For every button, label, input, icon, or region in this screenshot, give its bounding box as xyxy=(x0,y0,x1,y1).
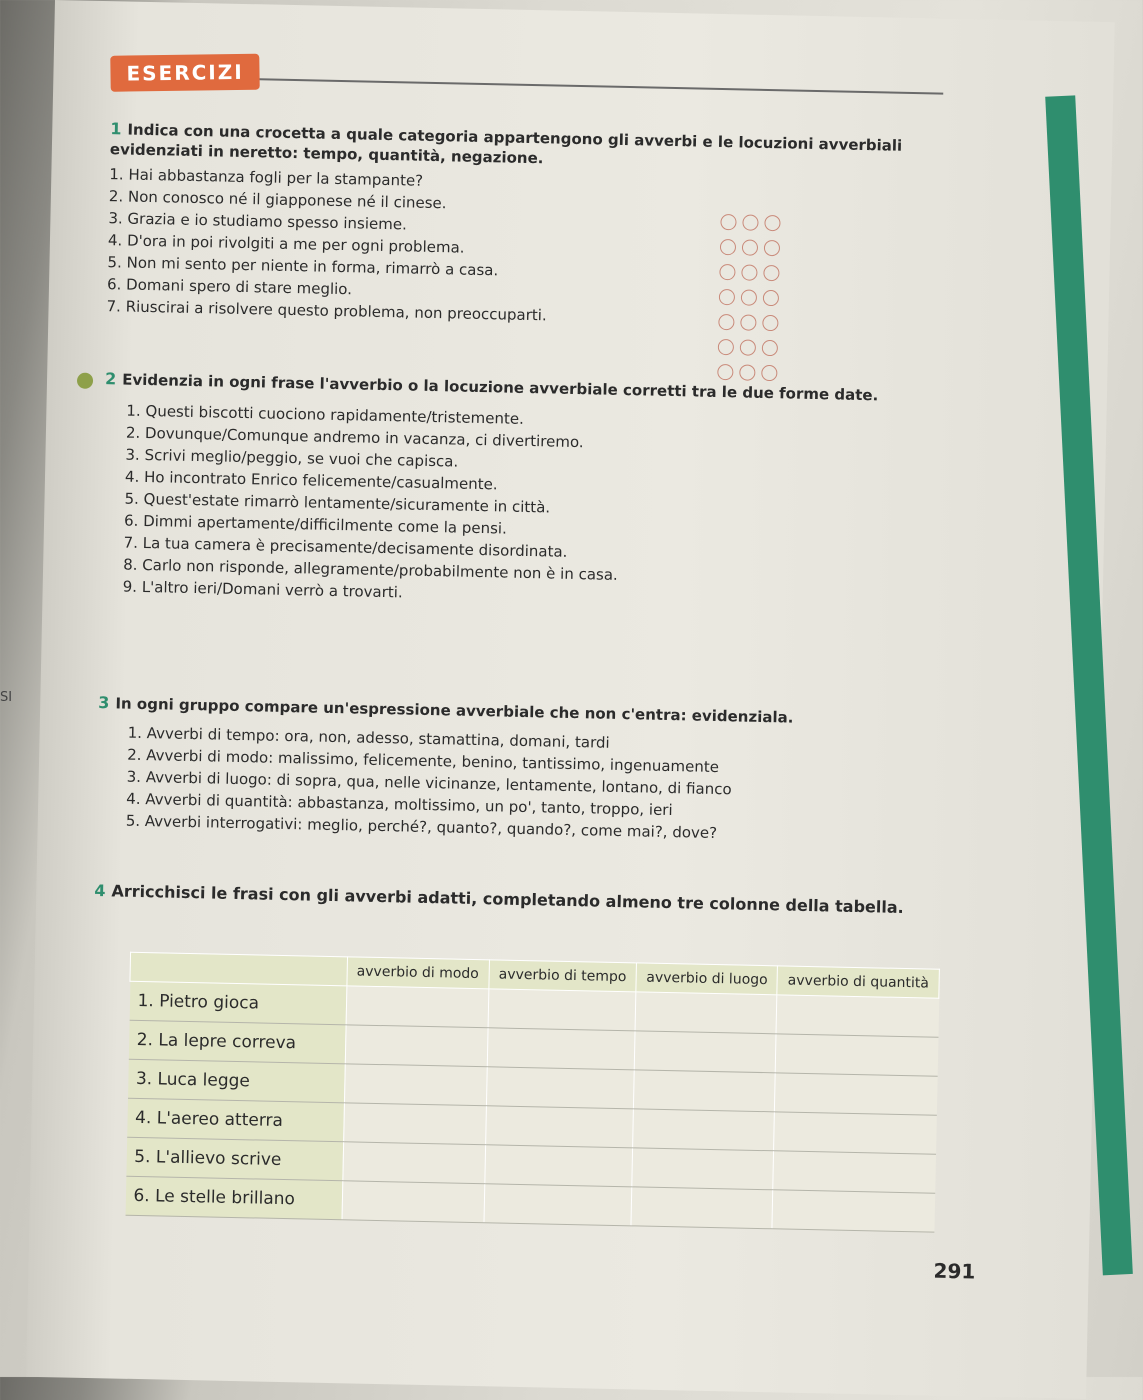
exercise-1 xyxy=(106,119,930,334)
exercise-item: 2. Non conosco né il giapponese né il cinese. xyxy=(108,187,447,213)
section-tag: ESERCIZI xyxy=(110,54,260,92)
exercise-item: 4. Avverbi di quantità: abbastanza, moltissimo, un po', tanto, troppo, ieri xyxy=(126,789,673,820)
answer-blank[interactable] xyxy=(342,1181,485,1223)
column-header: avverbio di luogo xyxy=(636,963,778,995)
column-header: avverbio di tempo xyxy=(488,960,636,992)
exercise-item: 2. Dovunque/Comunque andremo in vacanza, ci divertiremo. xyxy=(125,423,584,452)
level-dot-icon xyxy=(77,373,93,389)
adverb-table xyxy=(125,952,940,1233)
answer-blank[interactable] xyxy=(632,1148,774,1190)
answer-blank[interactable] xyxy=(486,1067,635,1109)
row-sentence: 2. La lepre correva xyxy=(128,1020,345,1064)
margin-note: SI xyxy=(0,690,13,705)
page-edge-stripe xyxy=(1045,95,1133,1275)
exercise-item: 9. L'altro ieri/Domani verrò a trovarti. xyxy=(122,577,403,602)
exercise-2 xyxy=(101,369,926,614)
exercise-3-list xyxy=(126,722,918,849)
answer-blank[interactable] xyxy=(635,992,777,1034)
answer-blank[interactable] xyxy=(635,1031,777,1073)
exercise-item: 4. D'ora in poi rivolgiti a me per ogni problema. xyxy=(107,231,465,257)
exercise-item: 5. Quest'estate rimarrò lentamente/sicuramente in città. xyxy=(124,489,551,517)
answer-blank[interactable] xyxy=(487,1028,636,1070)
answer-blank[interactable] xyxy=(775,1073,937,1115)
answer-blank[interactable] xyxy=(633,1109,775,1151)
page-number: 291 xyxy=(933,1258,976,1284)
row-sentence: 4. L'aereo atterra xyxy=(127,1098,344,1142)
row-sentence: 1. Pietro gioca xyxy=(129,981,346,1025)
answer-blank[interactable] xyxy=(772,1190,934,1232)
exercise-3 xyxy=(96,693,919,848)
exercise-3-title: 3 In ogni gruppo compare un'espressione avverbiale che non c'entra: evidenziala. xyxy=(98,693,794,727)
exercise-item: 1. Avverbi di tempo: ora, non, adesso, stamattina, domani, tardi xyxy=(127,723,610,752)
exercise-item: 3. Scrivi meglio/peggio, se vuoi che capisca. xyxy=(125,445,459,471)
exercise-4 xyxy=(94,881,914,918)
answer-blank[interactable] xyxy=(484,1184,633,1226)
exercise-item: 2. Avverbi di modo: malissimo, felicemente, benino, tantissimo, ingenuamente xyxy=(127,745,720,777)
exercise-item: 3. Grazia e io studiamo spesso insieme. xyxy=(108,209,408,234)
answer-blank[interactable] xyxy=(485,1106,634,1148)
answer-blank[interactable] xyxy=(776,995,938,1037)
answer-circles xyxy=(717,214,781,390)
table-body xyxy=(125,981,939,1232)
row-sentence: 5. L'allievo scrive xyxy=(126,1137,343,1181)
answer-blank[interactable] xyxy=(342,1142,485,1184)
exercise-1-list xyxy=(106,163,709,330)
answer-blank[interactable] xyxy=(345,1025,488,1067)
answer-blank[interactable] xyxy=(343,1103,486,1145)
row-sentence: 6. Le stelle brillano xyxy=(125,1176,342,1220)
exercise-number: 1 xyxy=(110,119,122,139)
answer-blank[interactable] xyxy=(488,989,637,1031)
answer-blank[interactable] xyxy=(634,1070,776,1112)
exercise-item: 8. Carlo non risponde, allegramente/probabilmente non è in casa. xyxy=(123,555,618,584)
exercise-4-title: 4 Arricchisci le frasi con gli avverbi adatti, completando almeno tre colonne della tabella. xyxy=(94,881,904,917)
exercise-item: 5. Avverbi interrogativi: meglio, perché?, quanto?, quando?, come mai?, dove? xyxy=(125,811,718,843)
column-header: avverbio di modo xyxy=(346,957,489,989)
answer-blank[interactable] xyxy=(346,986,489,1028)
column-header: avverbio di quantità xyxy=(777,966,939,998)
textbook-page xyxy=(26,0,1115,1399)
answer-blank[interactable] xyxy=(484,1145,633,1187)
exercise-item: 3. Avverbi di luogo: di sopra, qua, nelle vicinanze, lentamente, lontano, di fianco xyxy=(126,767,732,799)
answer-blank[interactable] xyxy=(344,1064,487,1106)
exercise-item: 1. Questi biscotti cuociono rapidamente/tristemente. xyxy=(126,401,525,428)
answer-blank[interactable] xyxy=(773,1151,935,1193)
answer-blank[interactable] xyxy=(631,1187,773,1229)
answer-blank[interactable] xyxy=(774,1112,936,1154)
exercise-item: 7. La tua camera è precisamente/decisamente disordinata. xyxy=(123,533,568,561)
exercise-item: 1. Hai abbastanza fogli per la stampante? xyxy=(109,165,424,190)
answer-blank[interactable] xyxy=(776,1034,938,1076)
exercise-item: 6. Domani spero di stare meglio. xyxy=(106,275,353,299)
row-sentence: 3. Luca legge xyxy=(128,1059,345,1103)
exercise-1-title: 1 Indica con una crocetta a quale categoria appartengono gli avverbi e le locuzioni avverbiali evidenziati in neretto: tempo, quantità, negazione. xyxy=(109,119,903,168)
exercise-item: 6. Dimmi apertamente/difficilmente come la pensi. xyxy=(123,511,508,538)
exercise-2-title: 2 Evidenzia in ogni frase l'avverbio o la locuzione avverbiale corretti tra le due forme date. xyxy=(104,369,879,405)
exercise-item: 4. Ho incontrato Enrico felicemente/casualmente. xyxy=(124,467,498,494)
exercise-2-list xyxy=(123,400,925,615)
exercise-item: 5. Non mi sento per niente in forma, rimarrò a casa. xyxy=(107,253,499,280)
exercise-item: 7. Riuscirai a risolvere questo problema, non preoccuparti. xyxy=(106,297,547,325)
